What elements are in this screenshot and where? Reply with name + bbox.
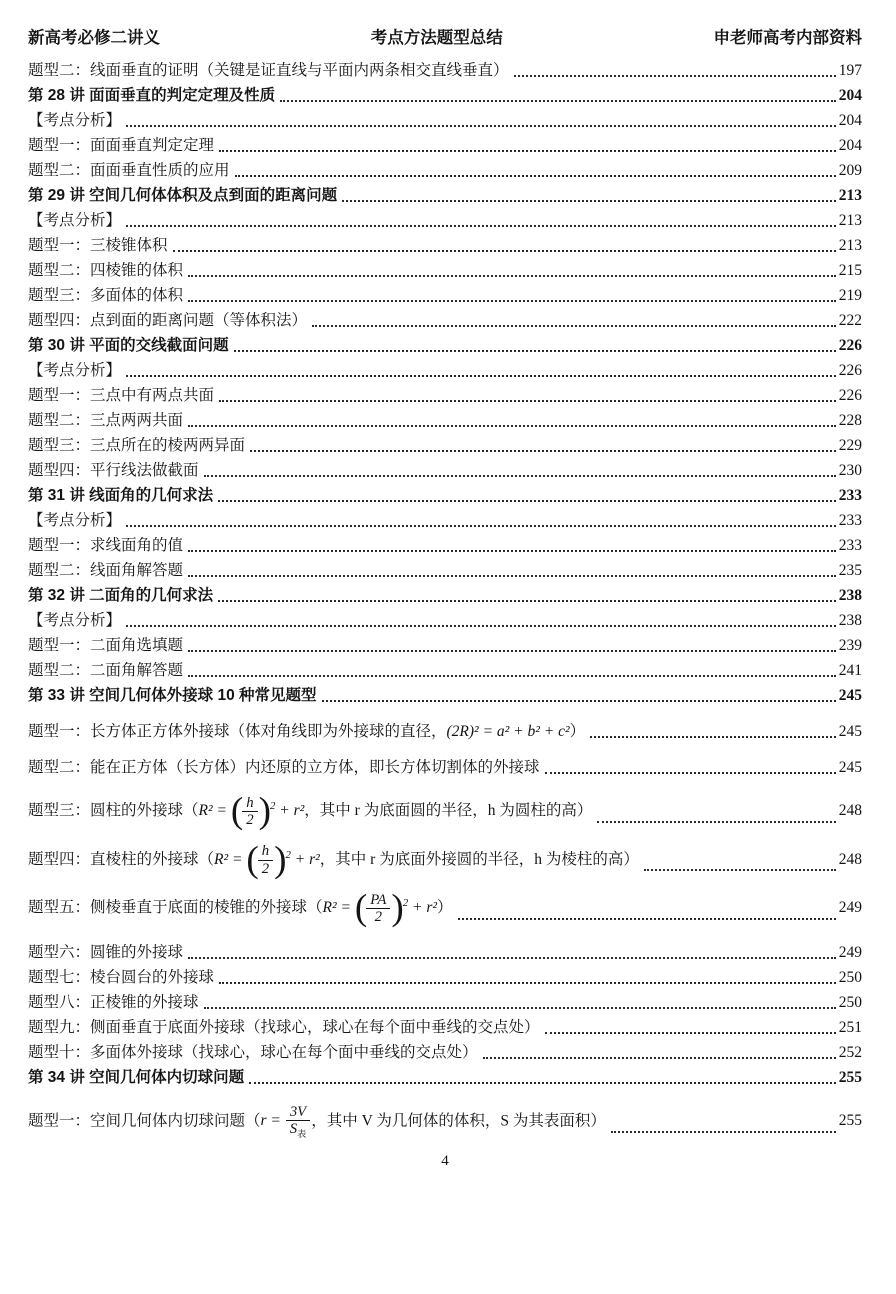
toc-dot-leader	[483, 1057, 836, 1059]
toc-page-number: 229	[838, 437, 862, 454]
toc-dot-leader	[188, 275, 836, 277]
toc-page-number: 235	[838, 562, 862, 579]
toc-page-number: 239	[838, 637, 862, 654]
toc-dot-leader	[188, 675, 836, 677]
toc-list	[28, 58, 862, 1139]
toc-dot-leader	[219, 150, 836, 152]
toc-row	[28, 458, 862, 483]
toc-page-number: 255	[838, 1112, 862, 1130]
toc-entry-label: 题型三：多面体的体积	[28, 287, 184, 304]
toc-dot-leader	[173, 250, 836, 252]
toc-page-number: 226	[838, 337, 862, 354]
toc-entry-label: 题型二：二面角解答题	[28, 662, 184, 679]
toc-row	[28, 483, 862, 508]
toc-row	[28, 965, 862, 990]
header-right-title: 申老师高考内部资料	[713, 29, 862, 47]
toc-row	[28, 719, 862, 744]
toc-entry-label: 题型一：空间几何体内切球问题（r = $\frac{3V}{S_表}$ ，其中 V 为几何体的体积，S 为其表面积）	[28, 1103, 606, 1140]
toc-row	[28, 658, 862, 683]
toc-row	[28, 208, 862, 233]
toc-dot-leader	[204, 1007, 836, 1009]
toc-dot-leader	[218, 600, 836, 602]
toc-row	[28, 383, 862, 408]
toc-row	[28, 1104, 862, 1140]
toc-dot-leader	[322, 700, 836, 702]
toc-entry-label: 题型七：棱台圆台的外接球	[28, 968, 215, 986]
toc-dot-leader	[126, 125, 836, 127]
toc-dot-leader	[250, 450, 836, 452]
toc-entry-label: 第 30 讲 平面的交线截面问题	[28, 337, 229, 354]
toc-dot-leader	[126, 225, 836, 227]
math-formula: (2R)² = a² + b² + c²	[446, 723, 570, 740]
toc-row	[28, 58, 862, 83]
header-center-title: 考点方法题型总结	[370, 29, 503, 47]
toc-page-number: 209	[838, 162, 862, 179]
toc-row	[28, 940, 862, 965]
toc-page-number: 238	[838, 587, 862, 604]
toc-entry-label: 题型四：直棱柱的外接球（R² = ( $\frac{h}{2}$ )$^2$ + r²，其中 r 为底面外接圆的半径，h 为棱柱的高）	[28, 839, 639, 881]
toc-page-number: 230	[838, 462, 862, 479]
toc-row	[28, 1040, 862, 1065]
toc-page-number: 197	[838, 62, 862, 79]
toc-row	[28, 133, 862, 158]
toc-dot-leader	[545, 772, 836, 774]
toc-page-number: 213	[838, 237, 862, 254]
toc-entry-label: 题型二：三点两两共面	[28, 412, 184, 429]
toc-dot-leader	[249, 1082, 836, 1084]
toc-dot-leader	[218, 500, 836, 502]
toc-row	[28, 508, 862, 533]
toc-page-number: 222	[838, 312, 862, 329]
toc-dot-leader	[644, 869, 836, 871]
math-formula: R² = ( $\frac{h}{2}$ )$^2$ + r²	[214, 839, 320, 881]
toc-row	[28, 633, 862, 658]
toc-page-number: 255	[838, 1068, 862, 1086]
toc-row	[28, 333, 862, 358]
toc-entry-label: 题型三：圆柱的外接球（R² = ( $\frac{h}{2}$ )$^2$ + r²，其中 r 为底面圆的半径，h 为圆柱的高）	[28, 790, 593, 832]
toc-page-number: 250	[838, 968, 862, 986]
toc-entry-label: 题型二：线面垂直的证明（关键是证直线与平面内两条相交直线垂直）	[28, 62, 509, 79]
toc-page-number: 252	[838, 1043, 862, 1061]
toc-entry-label: 题型二：能在正方体（长方体）内还原的立方体，即长方体切割体的外接球	[28, 759, 540, 776]
toc-row	[28, 433, 862, 458]
toc-row	[28, 183, 862, 208]
math-formula: R² = ( $\frac{h}{2}$ )$^2$ + r²	[198, 790, 305, 832]
toc-entry-label: 题型一：三点中有两点共面	[28, 387, 215, 404]
toc-entry-label: 题型一：三棱锥体积	[28, 237, 168, 254]
toc-entry-label: 题型四：平行线法做截面	[28, 462, 199, 479]
math-formula: R² = ( $\frac{PA}{2}$ )$^2$ + r²	[322, 887, 438, 929]
toc-page-number: 249	[838, 899, 862, 917]
toc-entry-label: 题型五：侧棱垂直于底面的棱锥的外接球（R² = ( $\frac{PA}{2}$ )$^2$ + r²）	[28, 887, 453, 929]
toc-dot-leader	[188, 957, 836, 959]
toc-page-number: 241	[838, 662, 862, 679]
toc-page-number: 204	[838, 112, 862, 129]
math-formula: r = $\frac{3V}{S_表}$	[261, 1112, 312, 1129]
toc-page-number: 248	[838, 802, 862, 820]
toc-dot-leader	[312, 325, 836, 327]
toc-page-number: 233	[838, 487, 862, 504]
toc-entry-label: 题型九：侧面垂直于底面外接球（找球心，球心在每个面中垂线的交点处）	[28, 1018, 540, 1036]
toc-entry-label: 题型一：二面角选填题	[28, 637, 184, 654]
toc-row	[28, 533, 862, 558]
toc-page-number: 233	[838, 512, 862, 529]
toc-entry-label: 题型一：求线面角的值	[28, 537, 184, 554]
toc-dot-leader	[514, 75, 836, 77]
toc-entry-label: 题型一：面面垂直判定定理	[28, 137, 215, 154]
toc-dot-leader	[219, 982, 836, 984]
toc-row	[28, 990, 862, 1015]
toc-entry-label: 题型一：长方体正方体外接球（体对角线即为外接球的直径，(2R)² = a² + b² + c²）	[28, 723, 586, 740]
toc-row	[28, 233, 862, 258]
toc-dot-leader	[458, 918, 836, 920]
toc-row	[28, 83, 862, 108]
toc-entry-label: 【考点分析】	[28, 612, 122, 629]
toc-row	[28, 887, 862, 929]
toc-entry-label: 题型二：面面垂直性质的应用	[28, 162, 230, 179]
toc-page-number: 245	[838, 687, 862, 704]
toc-entry-label: 【考点分析】	[28, 362, 122, 379]
toc-row	[28, 608, 862, 633]
toc-page-number: 226	[838, 362, 862, 379]
toc-row	[28, 258, 862, 283]
toc-row	[28, 408, 862, 433]
toc-row	[28, 308, 862, 333]
toc-entry-label: 第 33 讲 空间几何体外接球 10 种常见题型	[28, 687, 317, 704]
toc-page-number: 251	[838, 1018, 862, 1036]
toc-page-number: 219	[838, 287, 862, 304]
toc-entry-label: 题型三：三点所在的棱两两异面	[28, 437, 246, 454]
toc-entry-label: 【考点分析】	[28, 212, 122, 229]
toc-dot-leader	[126, 525, 836, 527]
toc-entry-label: 题型二：四棱锥的体积	[28, 262, 184, 279]
toc-page-number: 204	[838, 137, 862, 154]
toc-dot-leader	[126, 375, 836, 377]
toc-page-number: 228	[838, 412, 862, 429]
toc-entry-label: 第 28 讲 面面垂直的判定定理及性质	[28, 87, 276, 104]
toc-page-number: 215	[838, 262, 862, 279]
toc-page-number: 233	[838, 537, 862, 554]
toc-dot-leader	[126, 625, 836, 627]
toc-dot-leader	[219, 400, 836, 402]
toc-row	[28, 1065, 862, 1090]
toc-page-number: 249	[838, 943, 862, 961]
toc-row	[28, 790, 862, 832]
toc-page-number: 204	[838, 87, 862, 104]
toc-entry-label: 第 31 讲 线面角的几何求法	[28, 487, 214, 504]
toc-page-number: 238	[838, 612, 862, 629]
toc-dot-leader	[280, 100, 836, 102]
toc-page-number: 213	[838, 212, 862, 229]
toc-page-number: 226	[838, 387, 862, 404]
toc-entry-label: 题型四：点到面的距离问题（等体积法）	[28, 312, 308, 329]
toc-row	[28, 583, 862, 608]
toc-page-number: 250	[838, 993, 862, 1011]
page-header	[28, 24, 862, 48]
toc-entry-label: 第 29 讲 空间几何体体积及点到面的距离问题	[28, 187, 338, 204]
toc-page-number: 213	[838, 187, 862, 204]
toc-dot-leader	[188, 550, 836, 552]
header-left-title: 新高考必修二讲义	[28, 29, 160, 47]
toc-dot-leader	[590, 736, 836, 738]
toc-entry-label: 第 34 讲 空间几何体内切球问题	[28, 1068, 245, 1086]
footer-page-number: 4	[441, 1153, 449, 1170]
toc-entry-label: 【考点分析】	[28, 112, 122, 129]
toc-entry-label: 题型六：圆锥的外接球	[28, 943, 184, 961]
toc-entry-label: 题型八：正棱锥的外接球	[28, 993, 199, 1011]
toc-dot-leader	[188, 650, 836, 652]
toc-dot-leader	[235, 175, 836, 177]
toc-entry-label: 题型二：线面角解答题	[28, 562, 184, 579]
toc-dot-leader	[188, 425, 836, 427]
toc-row	[28, 1015, 862, 1040]
toc-row	[28, 358, 862, 383]
toc-dot-leader	[204, 475, 836, 477]
toc-dot-leader	[597, 821, 835, 823]
toc-row	[28, 839, 862, 881]
toc-dot-leader	[342, 200, 836, 202]
toc-row	[28, 108, 862, 133]
toc-page-number: 248	[838, 850, 862, 868]
toc-row	[28, 283, 862, 308]
toc-entry-label: 【考点分析】	[28, 512, 122, 529]
toc-row	[28, 683, 862, 708]
toc-row	[28, 558, 862, 583]
toc-row	[28, 158, 862, 183]
toc-dot-leader	[611, 1131, 836, 1133]
toc-page-number: 245	[838, 723, 862, 740]
toc-page-number: 245	[838, 759, 862, 776]
toc-row	[28, 755, 862, 780]
toc-entry-label: 第 32 讲 二面角的几何求法	[28, 587, 214, 604]
toc-dot-leader	[234, 350, 836, 352]
toc-dot-leader	[188, 300, 836, 302]
toc-dot-leader	[188, 575, 836, 577]
toc-entry-label: 题型十：多面体外接球（找球心，球心在每个面中垂线的交点处）	[28, 1043, 478, 1061]
toc-dot-leader	[545, 1032, 836, 1034]
